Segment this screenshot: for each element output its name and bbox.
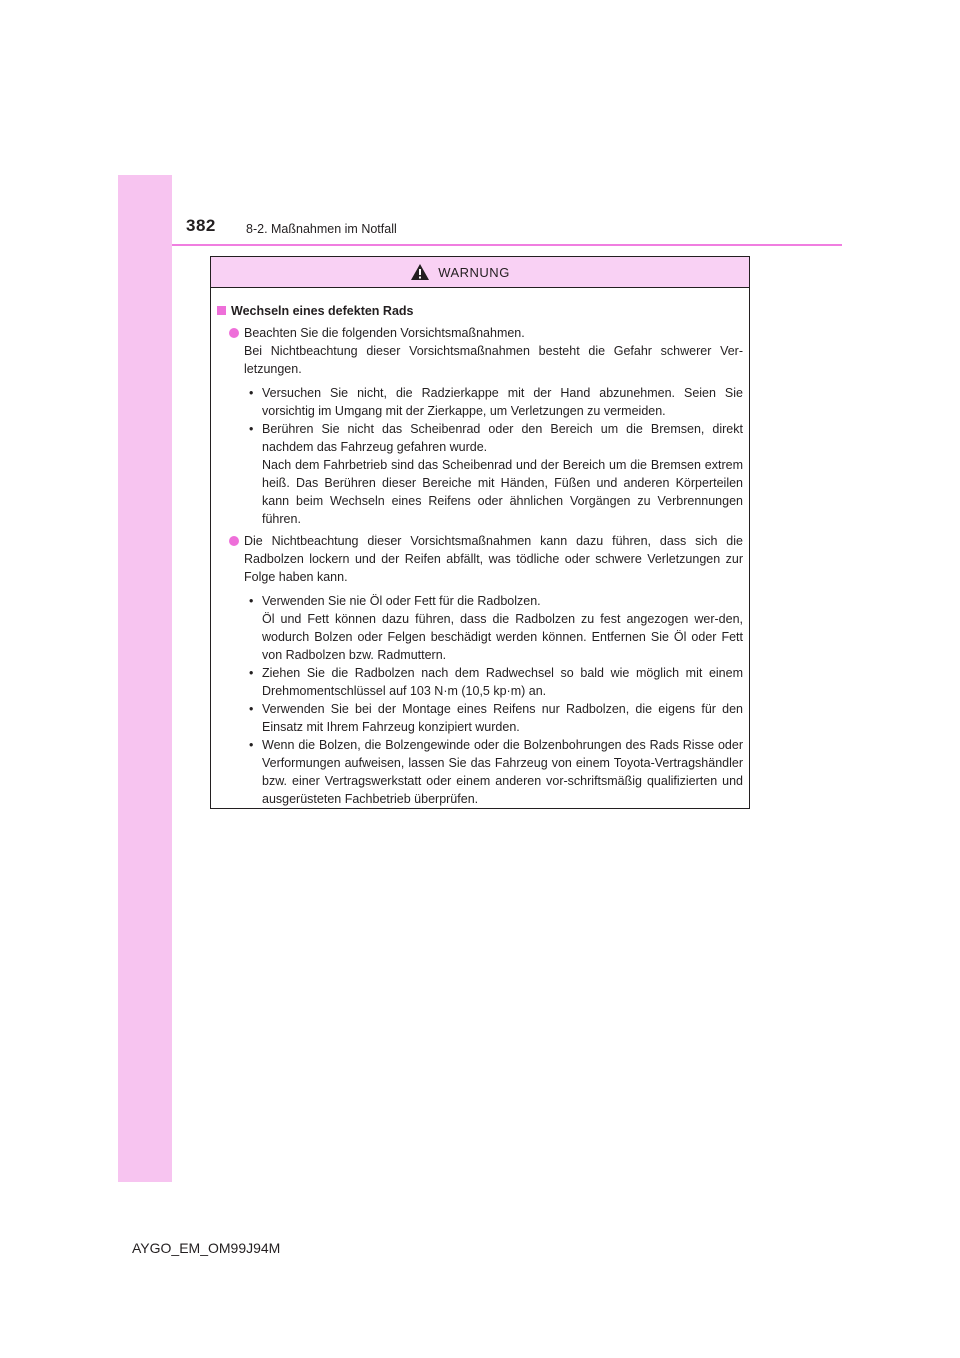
list-item (249, 592, 743, 664)
list-item-text: Öl und Fett können dazu führen, dass die Radbolzen zu fest angezogen wer-den, wodurch Bolzen oder Felgen beschädigt werden können. Entfernen Sie Öl oder Fett von Radbolzen bzw. Radmuttern. (262, 612, 743, 662)
circle-bullet-icon (229, 536, 239, 546)
bullet-point (229, 324, 743, 378)
list-item-text: Versuchen Sie nicht, die Radzierkappe mit der Hand abzunehmen. Seien Sie vorsichtig im Umgang mit der Zierkappe, um Verletzungen zu vermeiden. (262, 386, 743, 418)
bullet-point (229, 532, 743, 586)
list-item-text: Berühren Sie nicht das Scheibenrad oder den Bereich um die Bremsen, direkt nachdem das Fahrzeug gefahren wurde. (262, 422, 743, 454)
bullet-paragraph: Beachten Sie die folgenden Vorsichtsmaßnahmen. (244, 326, 525, 340)
sub-list (249, 592, 743, 808)
bullet-paragraph: Die Nichtbeachtung dieser Vorsichtsmaßnahmen kann dazu führen, dass sich die Radbolzen lockern und der Reifen abfällt, was tödliche oder schwere Verletzungen zur Folge haben kann. (244, 534, 743, 584)
sub-list (249, 384, 743, 528)
warning-body (211, 288, 749, 808)
section-title: 8-2. Maßnahmen im Notfall (246, 222, 397, 236)
list-bullet-icon: • (249, 386, 254, 400)
list-item (249, 420, 743, 528)
warning-title: WARNUNG (438, 264, 510, 280)
chapter-sidebar-tab (118, 175, 172, 1182)
header-rule (172, 244, 842, 246)
list-item-text: Ziehen Sie die Radbolzen nach dem Radwechsel so bald wie möglich mit einem Drehmomentschlüssel auf 103 N·m (10,5 kp·m) an. (262, 666, 743, 698)
warning-heading (217, 302, 743, 320)
warning-header (211, 257, 749, 288)
square-bullet-icon (217, 306, 226, 315)
page-number: 382 (186, 216, 216, 235)
list-bullet-icon: • (249, 594, 254, 608)
document-code: AYGO_EM_OM99J94M (132, 1240, 281, 1256)
list-bullet-icon: • (249, 666, 254, 680)
list-item (249, 736, 743, 808)
list-bullet-icon: • (249, 422, 254, 436)
list-item-text: Verwenden Sie nie Öl oder Fett für die Radbolzen. (262, 594, 541, 608)
warning-heading-text: Wechseln eines defekten Rads (231, 304, 414, 318)
warning-triangle-icon (410, 263, 430, 281)
list-bullet-icon: • (249, 738, 254, 752)
list-item-text: Verwenden Sie bei der Montage eines Reifens nur Radbolzen, die eigens für den Einsatz mit Ihrem Fahrzeug konzipiert wurden. (262, 702, 743, 734)
list-item (249, 384, 743, 420)
list-bullet-icon: • (249, 702, 254, 716)
list-item-text: Wenn die Bolzen, die Bolzengewinde oder die Bolzenbohrungen des Rads Risse oder Verformungen aufweisen, lassen Sie das Fahrzeug von einem Toyota-Vertragshändler bzw. einer Vertragswerkstatt oder einem anderen vor-schriftsmäßig qualifizierten und ausgerüsteten Fachbetrieb überprüfen. (262, 738, 743, 806)
list-item (249, 700, 743, 736)
circle-bullet-icon (229, 328, 239, 338)
list-item (249, 664, 743, 700)
warning-box (210, 256, 750, 809)
list-item-text: Nach dem Fahrbetrieb sind das Scheibenrad und der Bereich um die Bremsen extrem heiß. Das Berühren dieser Bereiche mit Händen, Füßen und anderen Körperteilen kann beim Wechseln eines Reifens oder ähnlichen Vorgängen zu Verbrennungen führen. (262, 458, 743, 526)
bullet-paragraph: Bei Nichtbeachtung dieser Vorsichtsmaßnahmen besteht die Gefahr schwerer Ver-letzungen. (244, 344, 743, 376)
